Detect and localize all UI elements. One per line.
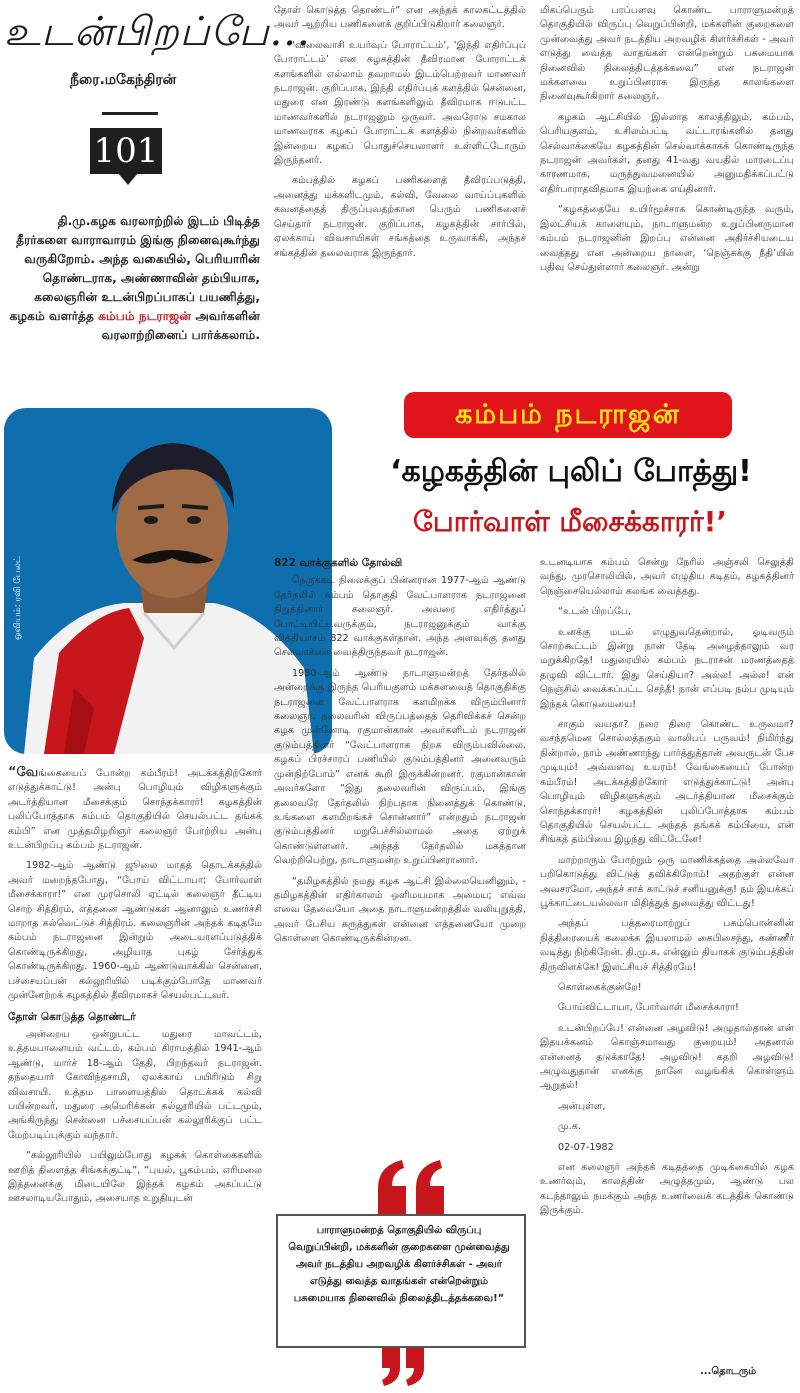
intro-text-before: தி.மு.கழக வரலாற்றில் இடம் பிடித்த தீரர்களை வாராவாரம் இங்கு நினைவுகூர்ந்து வருகிறோம். அந்த வகையில், பெரியாரின் தொண்டராக, அண்ணாவின் தம்பியாக, கலைஞரின் உடன்பிறப்பாகப் பயணித்து, கழகம் வளர்த்த bbox=[9, 214, 260, 323]
issue-number: 101 bbox=[90, 128, 162, 174]
headline-banner: கம்பம் நடராஜன் bbox=[404, 392, 732, 438]
col2-paragraph-2: ‘விலைவாசி உயர்வுப் போராட்டம்’, ‘இந்தி எதிர்ப்புப் போராட்டம்’ என கழகத்தின் தீவிரமான போராட்டக் களங்களில் எல்லாம் தவறாமல் இடம்பெற்றவர் மாணவர் நடராஜன். குறிப்பாக, இந்தி எதிர்ப்புக் களத்தில் சென்னை, மதுரை என இரண்டு களங்களிலும் தீவிரமாக ஈடுபட்ட மாணவர்களில் நடராஜனும் ஒருவர். அவரோடு சமகால மாணவராக கழகப் போராட்டக் களத்தில் நின்றவர்களில் இன்றைய கழகப் பொதுச்செயலாளர் உள்ளிட்டோரும் இருந்தனர். bbox=[274, 39, 526, 167]
col3b-paragraph-1: உடனடியாக கம்பம் சென்று நேரில் அஞ்சலி செலுத்தி வந்து, முரசொலியில், அவர் எழுதிய கடிதம், கழகத்தினர் நெஞ்சையெல்லாம் கலங்க வைத்தது. bbox=[540, 557, 794, 597]
col2-paragraph-1: தோள் கொடுத்த தொண்டர்” என அந்தக் காலகட்டத்தில் அவர் ஆற்றிய பணிகளைக் குறிப்பிடுகிறார் கலைஞர். bbox=[274, 5, 526, 31]
col1-paragraph-2: 1982-ஆம் ஆண்டு ஜூலை மாதத் தொடக்கத்தில் அவர் மறைந்தபோது, “போய் விட்டாயா; போர்வாள் மீசைக்காரா!” என முரசொலி ஏட்டில் கலைஞர் தீட்டிய சொற் சித்திரம், எத்தனை ஆண்டுகள் ஆனாலும் உணர்ச்சி மாறாத கல்வெட்டுச் சித்திரம். கலைஞரின் அந்தக் கடிதமே கம்பம் நடராஜனை இன்றும் அடையாளப்படுத்திக் கொண்டிருக்கிறது, அழியாத புகழ் சேர்த்துக் கொண்டிருக்கிறது. 1960-ஆம் ஆண்டுவாக்கில் சென்னை, பச்சையப்பன் கல்லூரியில் படிக்கும்போதே மாணவர் முன்னேற்றக் கழகத்தில் தீவிரமாகச் செயல்பட்டவர். bbox=[8, 860, 262, 1002]
headline-line-1: ‘கழகத்தின் புலிப் போத்து! bbox=[390, 454, 752, 489]
col3b-date: 02-07-1982 bbox=[558, 1141, 614, 1153]
close-quote-icon bbox=[380, 1346, 428, 1386]
portrait-credit: ஓவியம்: ரவி பேலட் bbox=[13, 555, 23, 640]
col3b-paragraph-8: போய்விட்டாயா, போர்வாள் மீசைக்காரா! bbox=[558, 1002, 739, 1014]
col2b-paragraph-1: நெருக்கடி நிலைக்குப் பின்னரான 1977-ஆம் ஆண்டு தேர்தலில் கம்பம் தொகுதி வேட்பாளராக நடராஜனை நிறுத்தினார் கலைஞர். அவரை எதிர்த்துப் போட்டியிட்டவருக்கும், நடராஜனுக்கும் வாக்கு வித்தியாசம் 822 வாக்குகள்தான். அந்த அளவுக்கு தனது செல்வாக்கை வைத்திருந்தவர் நடராஜன். bbox=[274, 575, 526, 659]
col3b-paragraph-5: மாற்றாரும் போற்றும் ஒரு மாணிக்கத்தை அல்லவோ பறிகொடுத்து விட்டுத் தவிக்கிறோம்! அதற்குள் என்ன அவசரமோ, அந்தச் சாக் காட்டுச் சனியனுக்கு! நம் இயக்கப் பூக்காட்டையல்லவா மிதித்துத் துவைத்து விட்டது! bbox=[540, 854, 794, 909]
col1-paragraph-4: “கல்லூரியில் பயிலும்போது கழகக் கொள்கைகளில் ஊறித் திளைத்த சிங்கக்குட்டி”, “புயல், பூகம்பம், எரிமலை இத்தனைக்கு மிடையிலே இந்தக் கழகம் அகப்பட்டு ஊசலாடியபோதும், அசையாத உறுதியுடன் bbox=[8, 1150, 262, 1205]
col3b-paragraph-2: “உடன் பிறப்பே, bbox=[558, 606, 632, 618]
column-2-bottom bbox=[274, 556, 526, 945]
col2-subhead: 822 வாக்குகளில் தோல்வி bbox=[274, 557, 403, 569]
col3-paragraph-2: கழகம் ஆட்சியில் இல்லாத காலத்திலும், கம்பம், பெரியகுளம், உசிலம்பட்டி வட்டாரங்களில் தனது செல்வாக்கையே கழகத்தின் செல்வாக்காகக் கொண்டிருந்த நடராஜன் அவர்கள், தனது 41-வது வயதில் மாரடைப்பு காரணமாக, மருத்துவமனையில் அனுமதிக்கப்பட்டு எதிர்பாராதவிதமாக இயற்கை எய்தினார். bbox=[540, 111, 794, 195]
col1-lead-letters: “வே bbox=[8, 765, 39, 780]
continued-label: ...தொடரும் bbox=[700, 1366, 757, 1377]
col3b-signoff-2: மு.க. bbox=[558, 1121, 581, 1133]
col2b-paragraph-2: 1980-ஆம் ஆண்டு நாடாளுமன்றத் தேர்தலில் அன்றைக்கு இருந்த பெரியகுளம் மக்களவைத் தொகுதிக்கு நடராஜனை வேட்பாளராக களமிறக்க விரும்பினார் கலைஞர். தலைவரின் விருப்பத்தைத் தெரிவிக்கச் சென்ற கழக முன்னோடி ரகுமான்கான் அவர்களிடம் நடராஜன் குடும்பத்தினர் “வேட்பாளராக நிறக விரும்பவில்லை. கழகப் பிரச்சாரப் பணியில் குடும்பத்தினர் அனைவரும் முன்நிற்போம்” எனக் கூறி இருக்கின்றனர். ரகுமான்கான் அவர்களோ “இது தலைவரின் விருப்பம், இங்கு தலைவரே தேர்தலில் நிற்பதாக நினைத்துக் கொண்டு, உங்களை களமிறங்கச் சொன்னார்” என்றதும் நடராஜன் குடும்பத்தினர் மறுபேச்சில்லாமல் அதை ஏற்றுக் கொண்டுள்ளனர். அந்தத் தேர்தலில் மகத்தான வெற்றிபெற்று, நாடாளுமன்ற உறுப்பினரானார். bbox=[274, 667, 526, 867]
col1-subhead: தோள் கொடுத்த தொண்டர் bbox=[8, 1010, 136, 1023]
col3b-paragraph-6: அந்தப் பத்தரைமாற்றுப் பசும்பொன்னின் நித்திரையைக் கலைக்க இயலாமல் கைபிசைந்து, கண்ணீர் வடித்து நிற்கிறேன். தி.மு.க. என்னும் தியாகக் குடும்பத்தின் திருவிளக்கே! இலட்சியச் சித்திரமே! bbox=[540, 918, 794, 973]
column-3-bottom bbox=[540, 556, 794, 1368]
intro-highlight-name: கம்பம் நடராஜன் bbox=[98, 309, 192, 323]
col2-paragraph-3: கம்பத்தில் கழகப் பணிகளைத் தீவிரப்படுத்தி, அனைத்து மக்களிடமும், கல்வி, வேலை வாய்ப்புகளில் கவனத்தைத் திருப்புவதற்கான பெரும் பணிகளைச் செய்தார் நடராஜன். குறிப்பாக, கழகத்தின் சார்பில், ஏலக்காய் விவசாயிகள் சங்கத்தை உருவாக்கி, அந்தச் சங்கத்தின் தலைவராக இருந்தார். bbox=[274, 175, 526, 259]
series-title: உடன்பிறப்பே... bbox=[4, 9, 311, 55]
intro-text-after: அவர்களின் வரலாற்றினைப் பார்க்கலாம். bbox=[101, 309, 260, 342]
column-1-bottom bbox=[8, 766, 262, 1393]
col3b-paragraph-7: கொள்கைக்குன்றே! bbox=[558, 981, 642, 993]
column-3-top bbox=[540, 4, 794, 346]
issue-number-pointer bbox=[118, 173, 138, 185]
intro-paragraph bbox=[8, 212, 260, 345]
issue-number-rule bbox=[102, 112, 158, 115]
col3b-signoff-1: அன்புள்ள, bbox=[558, 1100, 606, 1112]
col3b-paragraph-4: சாகும் வயதா? நரை திரை கொண்ட உருவமா? வசந்தமென சொல்லத்தகும் வாலிபப் பருவம்! நிமிர்ந்து நின்றால், நாம் அண்ணாந்து பார்த்துத்தான் அவருடன் பேச முடியும்! அவ்வளவு உயரம்! வேங்கையைப் போன்ற கம்பீரம்! அடக்கத்திற்கோர் எடுத்துக்காட்டு! அன்பு பொழியும் விழிகளுக்கும் அடர்த்தியான மீசைக்கும் சொந்தக்காரர்! கழகத்தின் புலிப்போத்தாக கம்பம் தொகுதியில் செயல்பட்ட அந்தத் தங்கக் கம்பியை, என் சிங்கத் தம்பியை இழந்து விட்டேனே! bbox=[540, 719, 794, 846]
col1-paragraph-3: அன்றைய ஒன்றுபட்ட மதுரை மாவட்டம், உத்தமபாளையம் வட்டம், கம்பம் கிராமத்தில் 1941-ஆம் ஆண்டு, மார்ச் 18-ஆம் தேதி, பிறந்தவர் நடராஜன். தந்தையார் கோவிந்தசாமி, ஏலக்காய் பயிரிடும் சிறு விவசாயி. உத்தம பாளையத்தில் தொடக்கக் கல்வி பயின்றவர், மதுரை அமெரிக்கன் கல்லூரியில் பட்டமும், அங்கிருந்து சென்னை பச்சையப்பன் கல்லூரிக்குப் பட்ட மேற்படிப்புக்கும் வந்தார். bbox=[8, 1028, 262, 1141]
pull-quote-text: பாராளுமன்றத் தொகுதியில் விருப்பு வெறுப்பின்றி, மக்களின் குறைகளை முன்வைத்து அவர் நடத்திய அறவழிக் கிளர்ச்சிகள் - அவர் எடுத்து வைத்த வாதங்கள் என்றென்றும் பசுமையாக நினைவில் நிலைத்திடத்தக்கவை!” bbox=[288, 1225, 510, 1304]
col3b-paragraph-3: உனக்கு மடல் எழுதுவதென்றால், ஓடிவரும் சொற்கூட்டம் இன்று நான் தேடி அழைத்தாலும் வர மறுக்கிறதே! மதுரையில் கம்பம் நடராசன் மரணத்தைத் தழுவி விட்டார். இது செய்தியா? அல்ல! அல்ல! என் நெஞ்சில் வைக்கப்பட்ட செந்தீ! நான் எப்படி நம்ப முடியும் இந்தக் கொடுமையை! bbox=[540, 626, 794, 710]
col3-paragraph-3: “கழகத்தையே உயிர்மூச்சாக கொண்டிருந்த வரும், இலட்சியக் காளையும், நாடாளுமன்ற உறுப்பினருமான கம்பம் நடராஜனின் இறப்பு என்னை அதிர்ச்சியடைய வைத்தது என அன்றைய நாளை, ‘நெஞ்சுக்கு நீதி’யில் பதிவு செய்துள்ளார் கலைஞர். அன்று bbox=[540, 204, 794, 273]
col3-paragraph-1: மிகப்பெரும் பரப்பளவு கொண்ட பாராளுமன்றத் தொகுதியில் விருப்பு வெறுப்பின்றி, மக்களின் குறைகளை முன்வைத்து அவர் நடத்திய அறவழிக் கிளர்ச்சிகள் - அவர் எடுத்து வைத்த வாதங்கள் என்றென்றும் பசுமையாக நினைவில் நிலைத்திடத்தக்கவை” என நடராஜன் மக்களவை உறுப்பினராக இருந்த காலங்களை நினைவுகூர்கிறார் கலைஞர். bbox=[540, 5, 794, 103]
col1-lead-rest: ங்கையைப் போன்ற கம்பீரம்! அடக்கத்திற்கோர் எடுத்துக்காட்டு! அன்பு பொழியும் விழிகளுக்கும் அடர்த்தியான மீசைக்கும் சொந்தக்காரர்! கழகத்தின் புலிப்போத்தாக கம்பம் தொகுதியில் செயல்பட்ட தங்கக் கம்பி” என முத்தமிழறிஞர் கலைஞர் போற்றிய அன்பு உடன்பிறப்பு கம்பம் நடராஜன். bbox=[8, 768, 262, 852]
col2b-paragraph-3: “தமிழகத்தில் நமது கழக ஆட்சி இல்லையெனினும், - தமிழகத்தின் எதிர்காலம் ஒளிமயமாக அமைய; எவ்வ எவை தேவையோ அதை நாடாளுமன்றத்தில் வலியுறுத்தி, அவர் பேசிய கருத்துகள் என்னை எத்தனையோ முறை கொள்ளை கொண்டிருக்கின்றன. bbox=[274, 875, 526, 945]
author-name: நீரை.மகேந்திரன் bbox=[70, 72, 177, 88]
headline-line-2: போர்வாள் மீசைக்காரர்!’ bbox=[413, 505, 727, 538]
column-2-top bbox=[274, 4, 526, 346]
col3b-paragraph-9: உடன்பிறப்பே! என்னை அழவிடு! அழுதால்தான் என் இதயக்கனம் கொஞ்சமாவது குறையும்! அதனால் என்னைத் தடுக்காதே! அழவிடு! கதறி அழவிடு! அழுவதுதான் எனக்கு நானே வழங்கிக் கொள்ளும் ஆறுதல்! bbox=[540, 1022, 794, 1092]
col3b-paragraph-last: என கலைஞர் அந்தக் கடிதத்தை முடிக்கையில் கழக உணர்வும், காலத்தின் அழுத்தமும், ஆண்டு பல கடந்தாலும் நமக்கும் அந்த உணர்வைக் கடத்திக் கொண்டு இருக்கும். bbox=[540, 1162, 794, 1217]
open-quote-icon bbox=[374, 1158, 448, 1216]
